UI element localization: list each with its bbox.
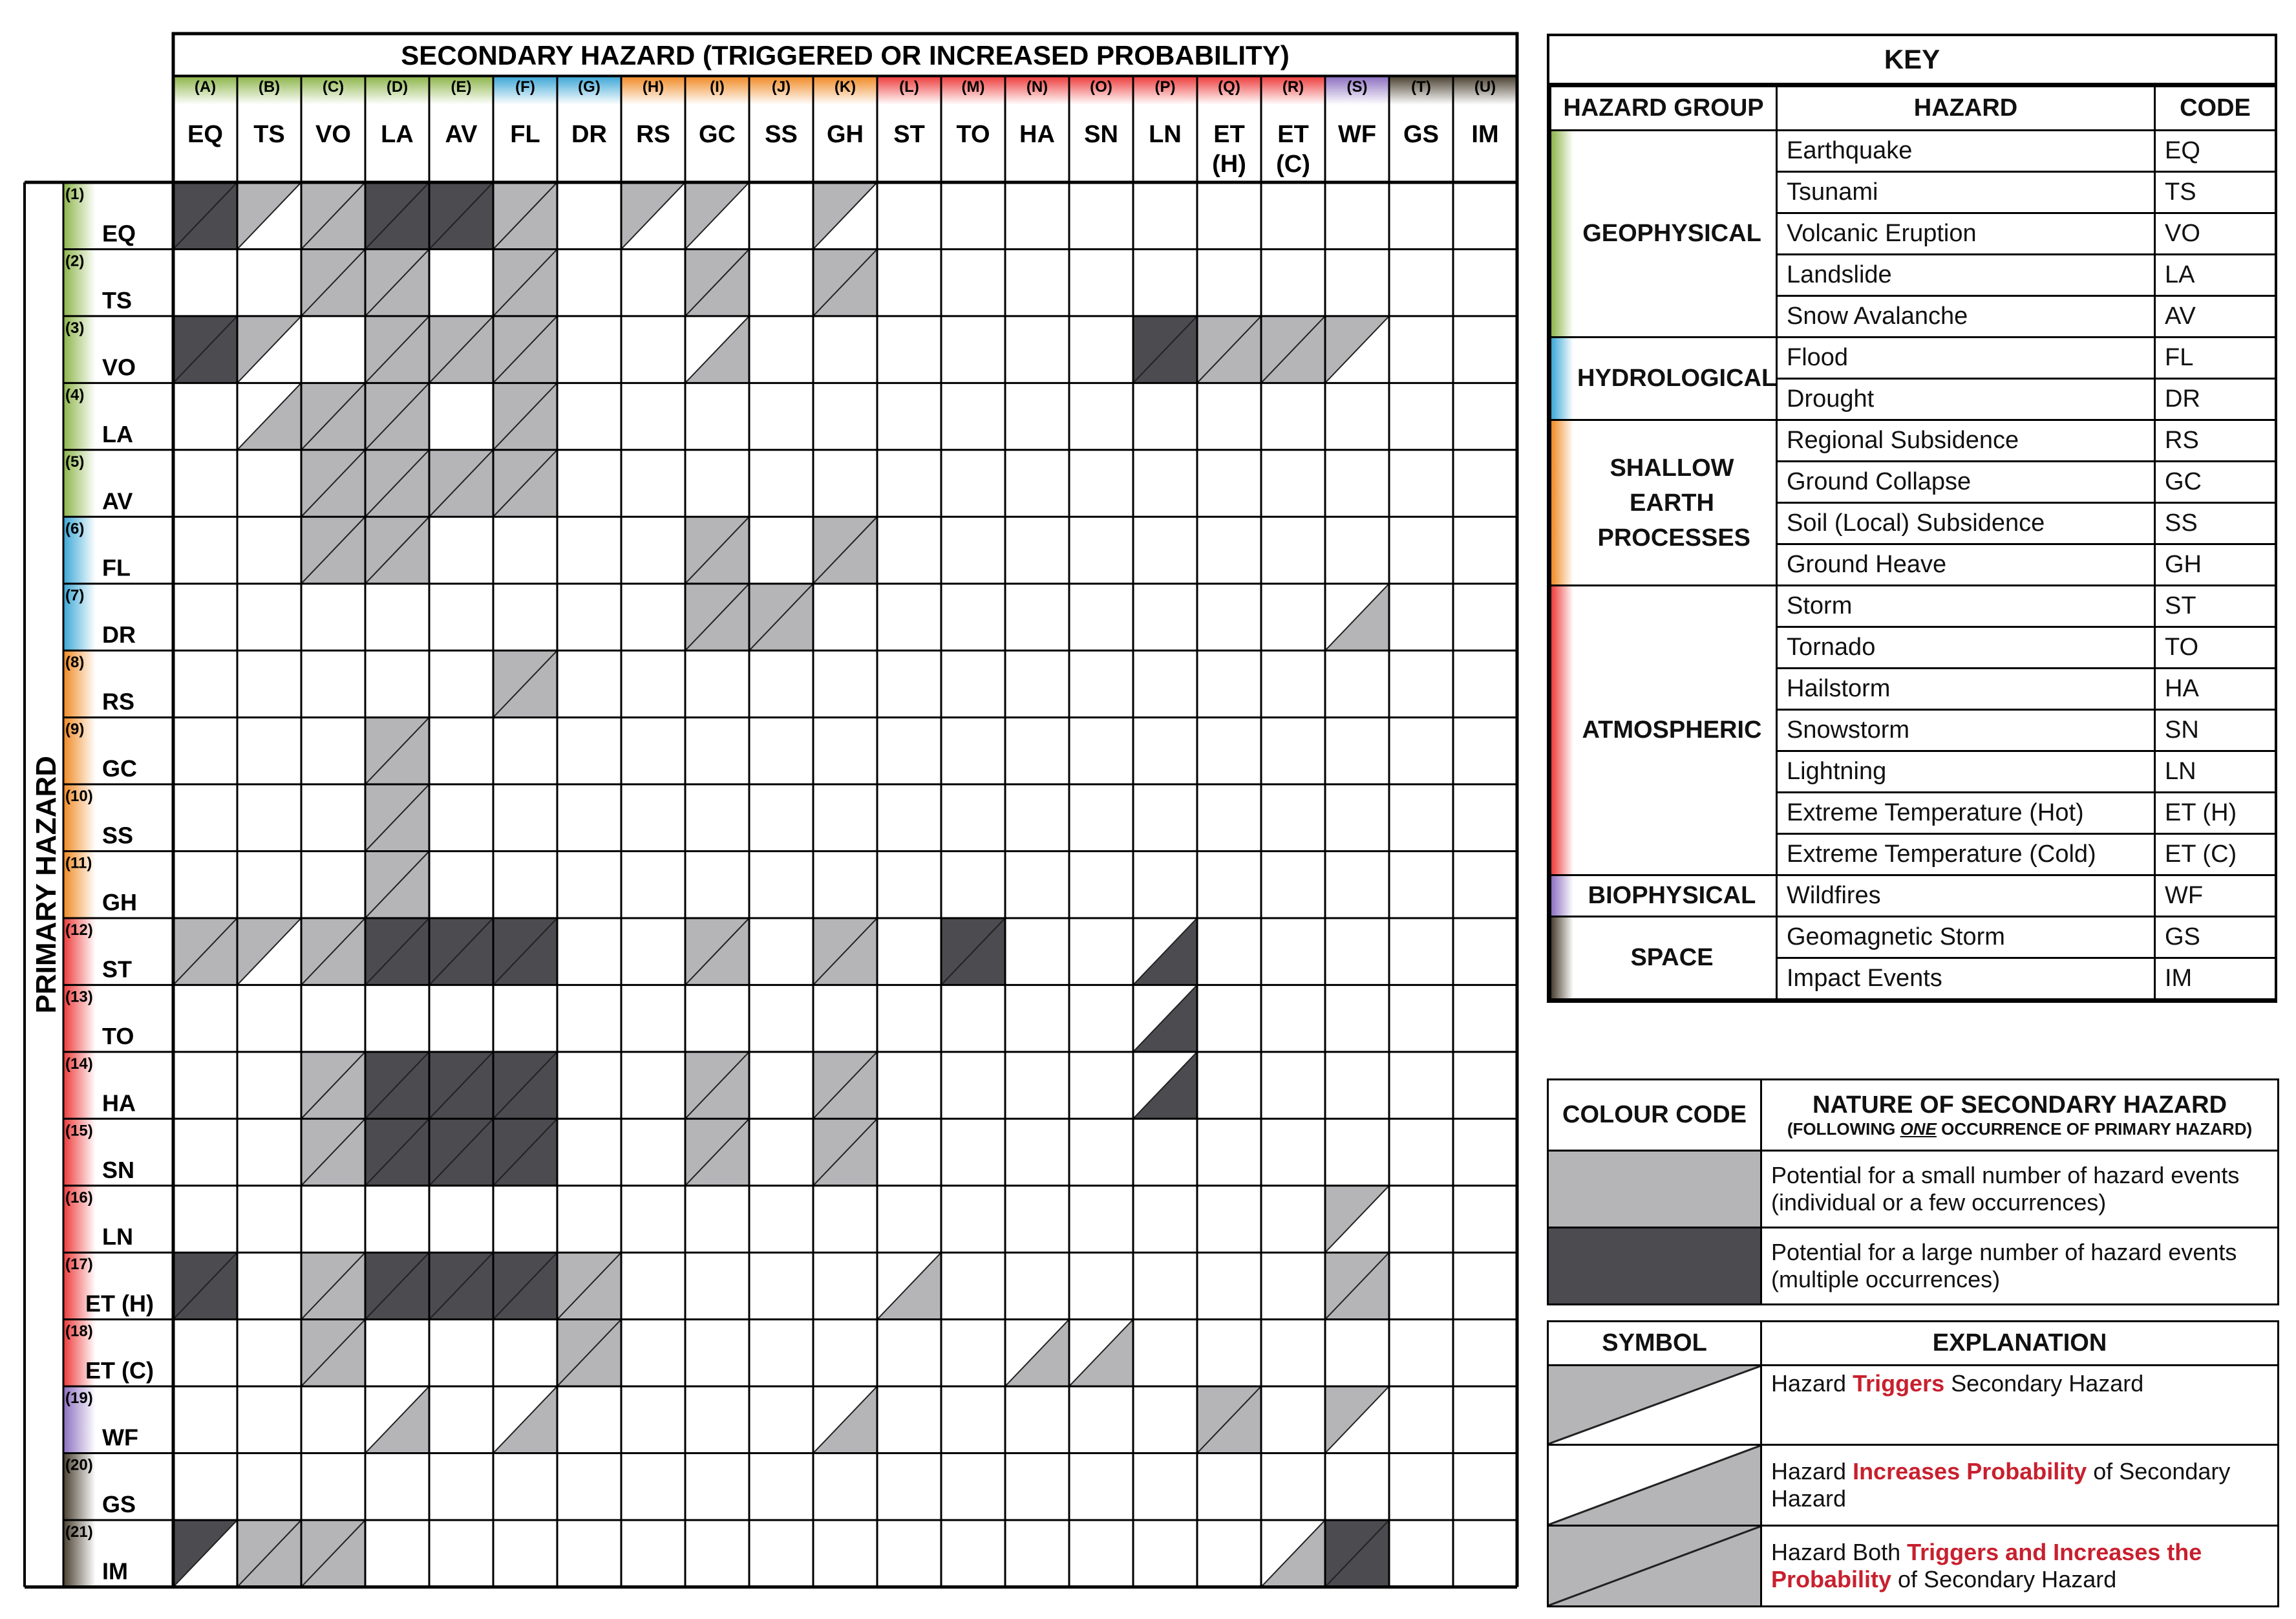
key-group-name: HYDROLOGICAL xyxy=(1577,365,1777,392)
key-hazard-name: Extreme Temperature (Hot) xyxy=(1777,793,2155,834)
row-number: (3) xyxy=(65,319,85,337)
row-number: (7) xyxy=(65,586,85,605)
key-hazard-name: Ground Collapse xyxy=(1777,462,2155,503)
column-letter: (G) xyxy=(578,78,601,96)
row-number: (2) xyxy=(65,252,85,270)
triggers-symbol xyxy=(1548,1366,1761,1445)
key-row xyxy=(1551,338,2276,379)
key-hazard-code: GH xyxy=(2155,544,2276,586)
key-hazard-code: TS xyxy=(2155,172,2276,213)
column-code: RS xyxy=(636,121,670,148)
key-hazard-code: RS xyxy=(2155,420,2276,462)
key-hazard-code: VO xyxy=(2155,213,2276,255)
column-code: GC xyxy=(699,121,736,148)
colour-code-large-row xyxy=(1548,1228,2279,1305)
column-letter: (D) xyxy=(386,78,409,96)
column-code: DR xyxy=(571,121,607,148)
column-letter: (R) xyxy=(1282,78,1304,96)
triggers-post: Secondary Hazard xyxy=(1944,1370,2144,1397)
key-hazard-name: Earthquake xyxy=(1777,131,2155,172)
nature-sub-pre: (FOLLOWING xyxy=(1787,1119,1900,1139)
both-em: Triggers and Increases the Probability xyxy=(1771,1539,2202,1592)
column-code: ST xyxy=(893,121,925,148)
row-number: (14) xyxy=(65,1055,93,1073)
column-letter: (P) xyxy=(1154,78,1176,96)
column-letter: (H) xyxy=(642,78,664,96)
key-hazard-name: Hailstorm xyxy=(1777,669,2155,710)
symbol-both-row xyxy=(1548,1526,2279,1607)
matrix-title: SECONDARY HAZARD (TRIGGERED OR INCREASED PROBABILITY) xyxy=(401,40,1290,70)
key-hazard-code: HA xyxy=(2155,669,2276,710)
row-number: (4) xyxy=(65,386,85,404)
row-code: GC xyxy=(102,755,137,782)
key-hazard-code: DR xyxy=(2155,379,2276,420)
column-letter: (T) xyxy=(1411,78,1431,96)
row-number: (11) xyxy=(65,854,92,872)
column-code: SS xyxy=(765,121,798,148)
key-group-cell xyxy=(1551,420,1777,586)
probability-symbol-icon xyxy=(1549,1446,1760,1525)
key-hazard-name: Extreme Temperature (Cold) xyxy=(1777,834,2155,875)
key-hazard-name: Geomagnetic Storm xyxy=(1777,917,2155,958)
symbol-panel xyxy=(1547,1320,2277,1607)
symbol-header: SYMBOL xyxy=(1548,1322,1761,1366)
column-letter: (L) xyxy=(899,78,919,96)
column-letter: (C) xyxy=(322,78,345,96)
column-code: GH xyxy=(827,121,864,148)
key-hazard-name: Wildfires xyxy=(1777,875,2155,917)
row-code: TO xyxy=(102,1022,134,1049)
key-hazard-code: GC xyxy=(2155,462,2276,503)
column-code: (H) xyxy=(1212,151,1246,178)
row-code: GS xyxy=(102,1491,136,1517)
both-explanation xyxy=(1761,1526,2279,1607)
key-hazard-code: WF xyxy=(2155,875,2276,917)
column-code: WF xyxy=(1337,121,1377,148)
row-number: (19) xyxy=(65,1389,93,1408)
key-hazard-code: LN xyxy=(2155,751,2276,793)
key-hazard-name: Soil (Local) Subsidence xyxy=(1777,503,2155,544)
column-code: VO xyxy=(315,121,351,148)
row-code: TS xyxy=(102,286,133,314)
column-letter: (U) xyxy=(1474,78,1496,96)
row-code: HA xyxy=(102,1089,136,1117)
key-hazard-name: Tsunami xyxy=(1777,172,2155,213)
column-code: LN xyxy=(1149,121,1182,148)
key-hazard-name: Tornado xyxy=(1777,627,2155,669)
column-letter: (M) xyxy=(961,78,985,96)
row-code: LA xyxy=(102,420,133,447)
row-code: LN xyxy=(102,1223,133,1250)
key-hazard-code: LA xyxy=(2155,255,2276,296)
key-hazard-code: IM xyxy=(2155,958,2276,1000)
both-post: of Secondary Hazard xyxy=(1891,1566,2117,1592)
key-header-row xyxy=(1551,87,2276,131)
column-letter: (J) xyxy=(771,78,791,96)
column-letter: (B) xyxy=(258,78,281,96)
row-number: (16) xyxy=(65,1188,93,1206)
column-code: TS xyxy=(253,121,285,148)
row-code: VO xyxy=(102,354,136,381)
key-group-name: SPACE xyxy=(1630,944,1714,971)
column-letter: (E) xyxy=(451,78,472,96)
column-letter: (N) xyxy=(1026,78,1048,96)
row-number: (18) xyxy=(65,1322,93,1340)
key-header-group: HAZARD GROUP xyxy=(1551,87,1777,131)
row-code: SS xyxy=(102,822,134,849)
key-hazard-code: GS xyxy=(2155,917,2276,958)
row-number: (13) xyxy=(65,988,93,1006)
symbol-probability-row xyxy=(1548,1445,2279,1526)
key-panel xyxy=(1547,34,2277,1003)
key-hazard-code: EQ xyxy=(2155,131,2276,172)
column-letter: (Q) xyxy=(1218,78,1240,96)
row-code: AV xyxy=(102,488,133,515)
group-color-bar xyxy=(1551,917,1573,998)
key-row xyxy=(1551,917,2276,958)
key-hazard-name: Volcanic Eruption xyxy=(1777,213,2155,255)
key-hazard-name: Impact Events xyxy=(1777,958,2155,1000)
key-group-cell xyxy=(1551,875,1777,917)
group-color-bar xyxy=(1551,131,1573,336)
row-number: (1) xyxy=(65,186,85,203)
key-row xyxy=(1551,131,2276,172)
column-code: HA xyxy=(1019,121,1055,148)
row-number: (8) xyxy=(65,654,85,672)
row-number: (17) xyxy=(65,1256,93,1274)
row-number: (10) xyxy=(65,788,93,806)
key-hazard-code: ET (H) xyxy=(2155,793,2276,834)
probability-explanation xyxy=(1761,1445,2279,1526)
column-code: GS xyxy=(1403,121,1439,148)
key-table xyxy=(1549,85,2277,1000)
key-hazard-name: Snow Avalanche xyxy=(1777,296,2155,338)
key-row xyxy=(1551,875,2276,917)
key-group-cell xyxy=(1551,338,1777,420)
nature-header-title: NATURE OF SECONDARY HAZARD xyxy=(1812,1091,2227,1119)
key-group-name: BIOPHYSICAL xyxy=(1588,882,1756,909)
explanation-header: EXPLANATION xyxy=(1761,1322,2279,1366)
key-row xyxy=(1551,586,2276,627)
key-hazard-name: Regional Subsidence xyxy=(1777,420,2155,462)
column-code: LA xyxy=(381,121,414,148)
key-header-hazard: HAZARD xyxy=(1777,87,2155,131)
nature-header-subtitle xyxy=(1771,1119,2268,1139)
column-code: SN xyxy=(1084,121,1118,148)
key-hazard-code: AV xyxy=(2155,296,2276,338)
key-group-name: SHALLOW EARTH PROCESSES xyxy=(1597,454,1751,552)
key-hazard-name: Flood xyxy=(1777,338,2155,379)
key-group-cell xyxy=(1551,917,1777,1000)
colour-code-small-row xyxy=(1548,1151,2279,1228)
key-header-code: CODE xyxy=(2155,87,2276,131)
row-number: (20) xyxy=(65,1456,93,1474)
nature-sub-em: ONE xyxy=(1900,1119,1937,1139)
row-code: ET (C) xyxy=(85,1357,154,1384)
key-hazard-name: Storm xyxy=(1777,586,2155,627)
row-code: GH xyxy=(102,888,137,916)
column-letter: (S) xyxy=(1346,78,1368,96)
column-letter: (O) xyxy=(1090,78,1112,96)
row-code: RS xyxy=(102,688,135,715)
probability-pre: Hazard xyxy=(1771,1458,1853,1485)
key-group-name: GEOPHYSICAL xyxy=(1582,220,1761,247)
triggers-symbol-icon xyxy=(1549,1366,1760,1444)
column-code: EQ xyxy=(187,121,223,148)
key-hazard-name: Landslide xyxy=(1777,255,2155,296)
key-hazard-code: SS xyxy=(2155,503,2276,544)
row-number: (9) xyxy=(65,720,85,738)
symbol-triggers-row xyxy=(1548,1366,2279,1445)
column-code: ET xyxy=(1277,121,1309,148)
key-hazard-code: SN xyxy=(2155,710,2276,751)
row-number: (12) xyxy=(65,921,93,939)
key-row xyxy=(1551,420,2276,462)
key-hazard-name: Ground Heave xyxy=(1777,544,2155,586)
large-description: Potential for a large number of hazard events (multiple occurrences) xyxy=(1761,1228,2279,1305)
row-code: FL xyxy=(102,554,131,581)
triggers-pre: Hazard xyxy=(1771,1370,1853,1397)
key-hazard-name: Lightning xyxy=(1777,751,2155,793)
key-title: KEY xyxy=(1549,36,2275,85)
probability-em: Increases Probability xyxy=(1853,1458,2087,1485)
probability-post: of Secondary Hazard xyxy=(1771,1458,2231,1512)
group-color-bar xyxy=(1551,421,1573,584)
key-group-name: ATMOSPHERIC xyxy=(1582,716,1762,744)
symbol-table xyxy=(1547,1320,2279,1607)
row-number: (5) xyxy=(65,453,85,471)
colour-code-table xyxy=(1547,1078,2279,1305)
small-description: Potential for a small number of hazard events (individual or a few occurrences) xyxy=(1761,1151,2279,1228)
row-code: SN xyxy=(102,1156,135,1183)
triggers-explanation xyxy=(1761,1366,2279,1445)
key-hazard-code: TO xyxy=(2155,627,2276,669)
key-hazard-code: FL xyxy=(2155,338,2276,379)
key-hazard-name: Snowstorm xyxy=(1777,710,2155,751)
column-code: ET xyxy=(1213,121,1245,148)
colour-code-header: COLOUR CODE xyxy=(1548,1080,1761,1151)
column-code: TO xyxy=(956,121,990,148)
column-letter: (A) xyxy=(194,78,217,96)
key-hazard-name: Drought xyxy=(1777,379,2155,420)
row-code: EQ xyxy=(102,220,136,247)
colour-code-header-row xyxy=(1548,1080,2279,1151)
group-color-bar xyxy=(1551,338,1573,419)
colour-code-panel xyxy=(1547,1078,2277,1305)
group-color-bar xyxy=(1551,586,1573,874)
column-code: IM xyxy=(1471,121,1499,148)
key-group-cell xyxy=(1551,131,1777,338)
group-color-bar xyxy=(1551,876,1573,916)
probability-symbol xyxy=(1548,1445,1761,1526)
key-group-cell xyxy=(1551,586,1777,875)
row-code: ST xyxy=(102,956,133,983)
row-code: DR xyxy=(102,621,136,649)
primary-hazard-label: PRIMARY HAZARD xyxy=(30,755,62,1014)
small-swatch xyxy=(1548,1151,1761,1228)
small-colour-swatch xyxy=(1549,1152,1760,1227)
row-code: ET (H) xyxy=(85,1290,154,1317)
row-code: IM xyxy=(102,1558,128,1585)
column-letter: (F) xyxy=(515,78,535,96)
symbol-header-row xyxy=(1548,1322,2279,1366)
large-swatch xyxy=(1548,1228,1761,1305)
both-symbol-icon xyxy=(1549,1527,1760,1605)
row-code: WF xyxy=(102,1424,138,1451)
column-code: (C) xyxy=(1276,151,1310,178)
triggers-em: Triggers xyxy=(1853,1370,1945,1397)
nature-header xyxy=(1761,1080,2279,1151)
column-code: FL xyxy=(510,121,540,148)
row-number: (6) xyxy=(65,520,85,538)
both-pre: Hazard Both xyxy=(1771,1539,1908,1565)
key-hazard-code: ET (C) xyxy=(2155,834,2276,875)
large-colour-swatch xyxy=(1549,1228,1760,1303)
column-letter: (K) xyxy=(834,78,856,96)
column-letter: (I) xyxy=(710,78,725,96)
key-hazard-code: ST xyxy=(2155,586,2276,627)
nature-sub-post: OCCURRENCE OF PRIMARY HAZARD) xyxy=(1936,1119,2253,1139)
row-number: (15) xyxy=(65,1122,93,1140)
column-code: AV xyxy=(445,121,478,148)
both-symbol xyxy=(1548,1526,1761,1607)
row-number: (21) xyxy=(65,1523,93,1541)
